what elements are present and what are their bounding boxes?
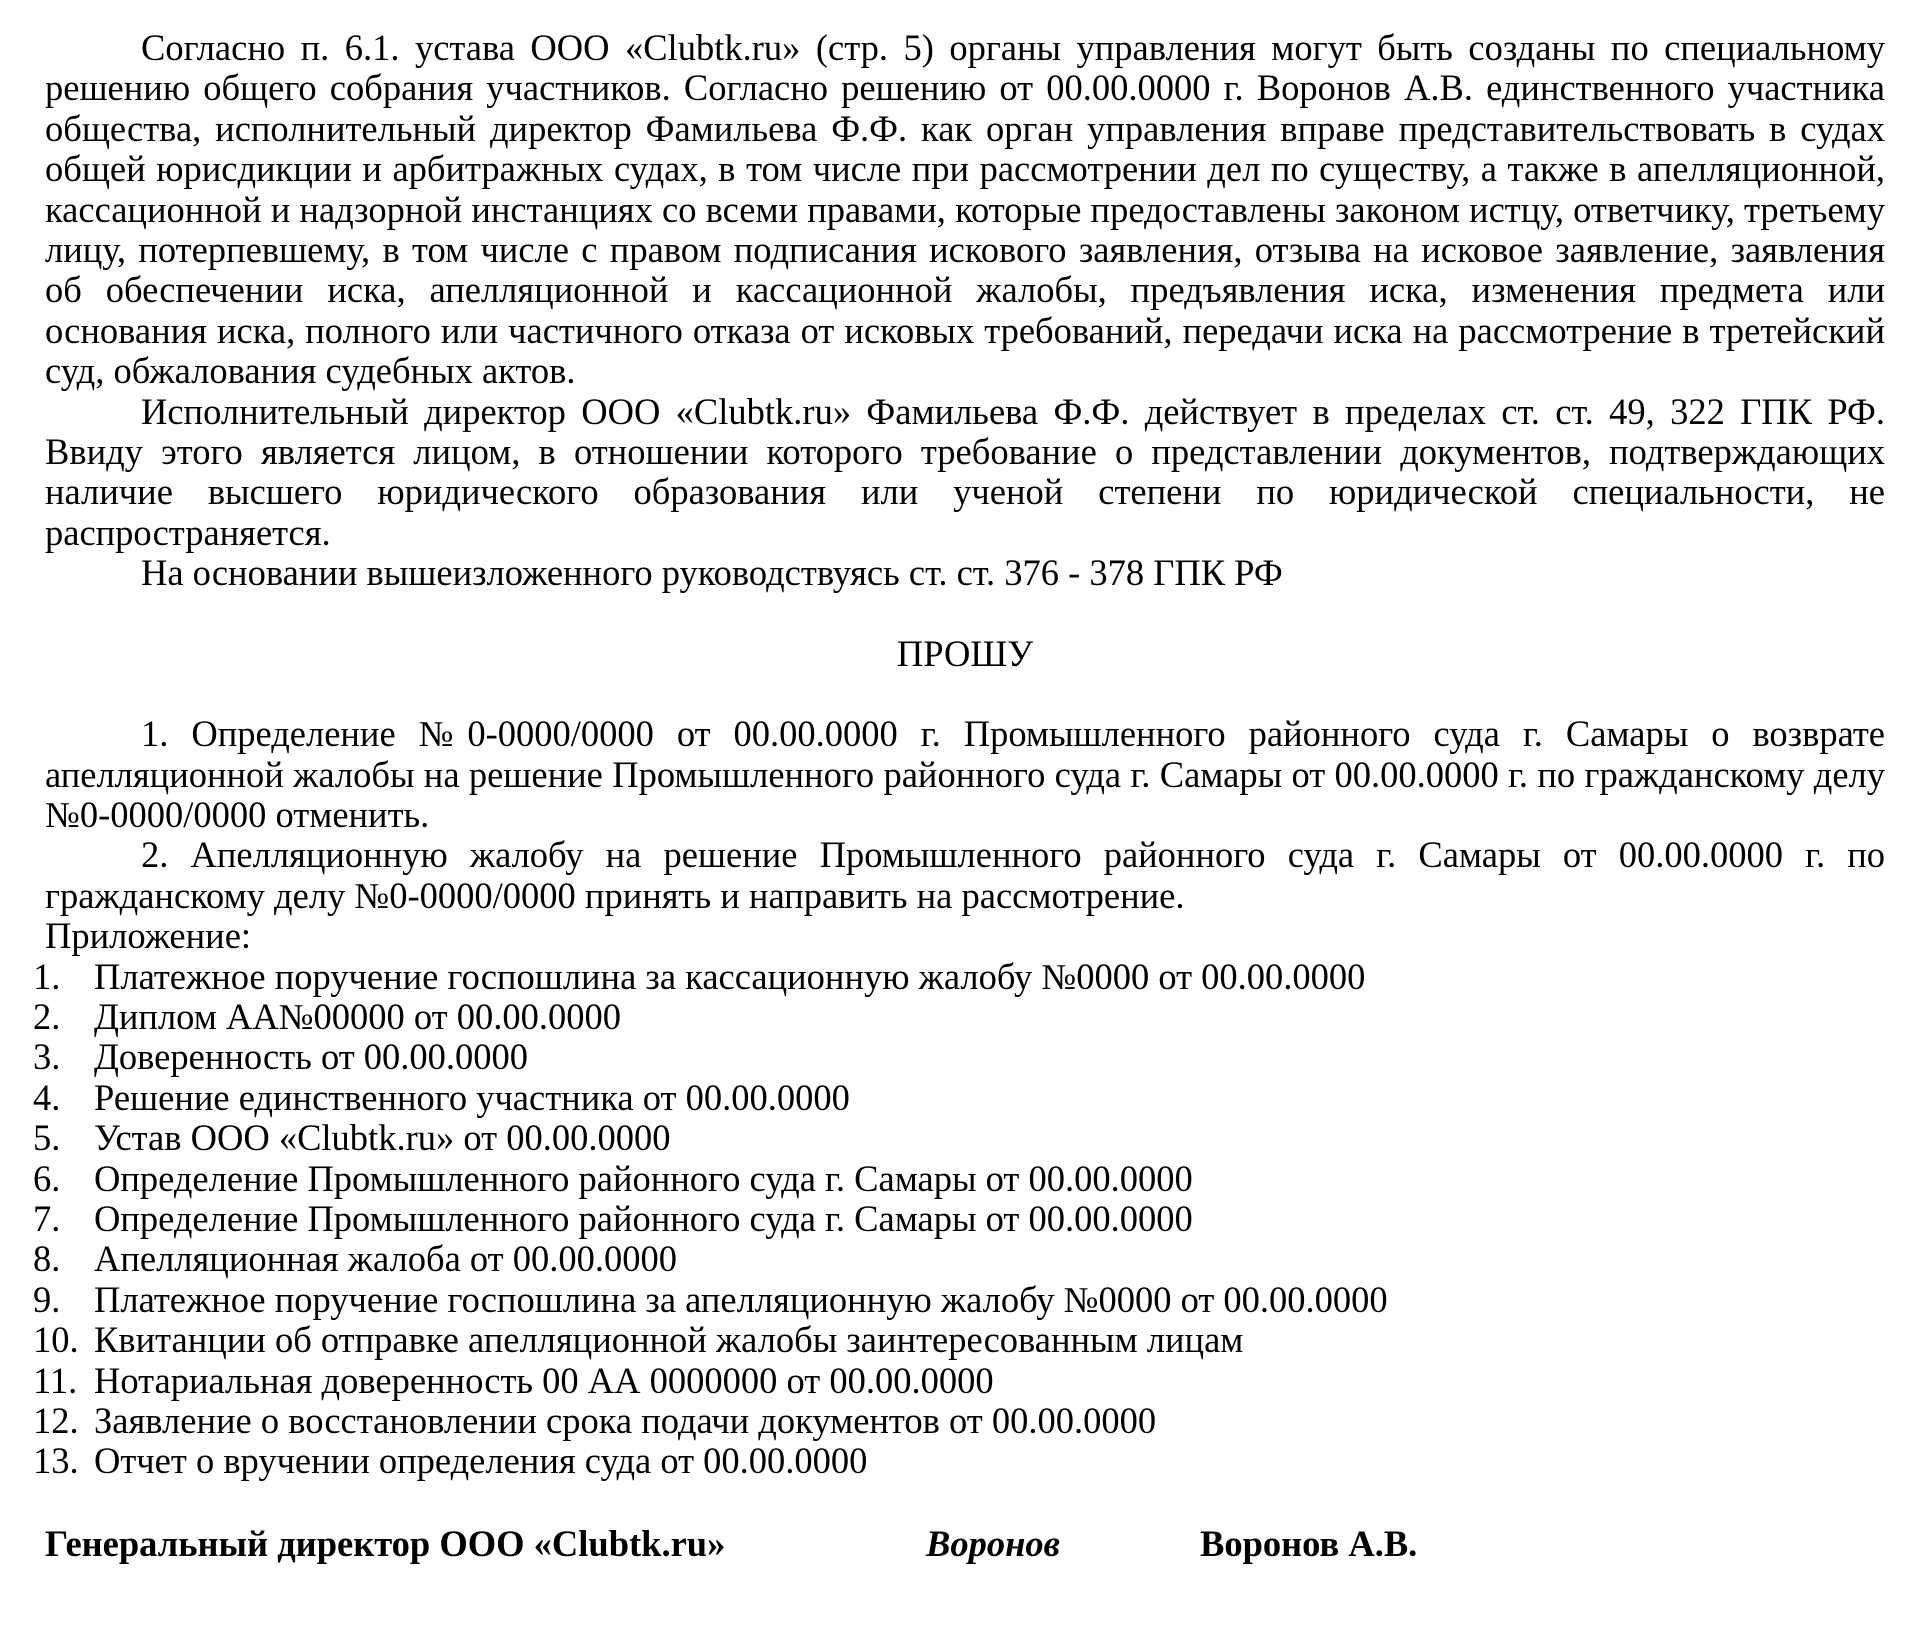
list-item-number: 13. <box>33 1440 79 1482</box>
list-item-text: Определение Промышленного районного суда г. Самары от 00.00.0000 <box>94 1157 1193 1199</box>
list-item <box>33 997 1873 1037</box>
list-item <box>33 1199 1873 1239</box>
list-item-text: Доверенность от 00.00.0000 <box>94 1036 529 1078</box>
request-item-2: 2. Апелляционную жалобу на решение Промышленного районного суда г. Самары от 00.00.0000 г. по гражданскому делу №0-0000/0000 принять и направить на рассмотрение. <box>45 834 1885 916</box>
list-item <box>33 1401 1873 1441</box>
list-item-text: Платежное поручение госпошлина за кассационную жалобу №0000 от 00.00.0000 <box>94 955 1366 997</box>
attachments-title: Приложение: <box>45 915 252 957</box>
paragraph-legal-basis: На основании вышеизложенного руководствуясь ст. ст. 376 - 378 ГПК РФ <box>141 552 1283 594</box>
list-item <box>33 1078 1873 1118</box>
list-item-number: 4. <box>33 1076 61 1118</box>
list-item-number: 5. <box>33 1117 61 1159</box>
list-item-text: Определение Промышленного районного суда г. Самары от 00.00.0000 <box>94 1197 1193 1239</box>
paragraph-director-authority: Исполнительный директор ООО «Clubtk.ru» Фамильева Ф.Ф. действует в пределах ст. ст. 49, 322 ГПК РФ. Ввиду этого является лицом, в отношении которого требование о представлении документов, подтверждающих наличие высшего юридического образования или ученой степени по юридической специальности, не распространяется. <box>45 390 1885 553</box>
list-item <box>33 1280 1873 1320</box>
list-item-number: 11. <box>33 1359 78 1401</box>
attachments-list <box>33 957 1873 1482</box>
list-item-number: 1. <box>33 955 61 997</box>
list-item-number: 2. <box>33 995 61 1037</box>
request-item-1: 1. Определение №0-0000/0000 от 00.00.0000 г. Промышленного районного суда г. Самары о возврате апелляционной жалобы на решение Промышленного районного суда г. Самары от 00.00.0000 г. по гражданскому делу №0-0000/0000 отменить. <box>45 713 1885 835</box>
list-item-text: Решение единственного участника от 00.00.0000 <box>94 1076 850 1118</box>
list-item-text: Заявление о восстановлении срока подачи документов от 00.00.0000 <box>94 1400 1157 1441</box>
list-item-number: 9. <box>33 1278 61 1320</box>
list-item-number: 3. <box>33 1036 61 1078</box>
list-item-number: 8. <box>33 1238 61 1280</box>
list-item <box>33 1159 1873 1199</box>
list-item-text: Квитанции об отправке апелляционной жалобы заинтересованным лицам <box>94 1319 1244 1361</box>
list-item <box>33 957 1873 997</box>
list-item-text: Нотариальная доверенность 00 АА 0000000 от 00.00.0000 <box>94 1359 994 1401</box>
signature: Воронов <box>926 1522 1060 1564</box>
paragraph-charter: Согласно п. 6.1. устава ООО «Clubtk.ru» (стр. 5) органы управления могут быть созданы по специальному решению общего собрания участников. Согласно решению от 00.00.0000 г. Воронов А.В. единственного участника общества, исполнительный директор Фамильева Ф.Ф. как орган управления вправе представительствовать в судах общей юрисдикции и арбитражных судах, в том числе при рассмотрении дел по существу, а также в апелляционной, кассационной и надзорной инстанциях со всеми правами, которые предоставлены законом истцу, ответчику, третьему лицу, потерпевшему, в том числе с правом подписания искового заявления, отзыва на исковое заявление, заявления об обеспечении иска, апелляционной и кассационной жалобы, предъявления иска, изменения предмета или основания иска, полного или частичного отказа от исковых требований, передачи иска на рассмотрение в третейский суд, обжалования судебных актов. <box>45 27 1885 392</box>
list-item-text: Платежное поручение госпошлина за апелляционную жалобу №0000 от 00.00.0000 <box>94 1278 1388 1320</box>
list-item-number: 7. <box>33 1197 61 1239</box>
signatory-name: Воронов А.В. <box>1200 1522 1418 1564</box>
document-page <box>33 27 1885 1566</box>
list-item-text: Отчет о вручении определения суда от 00.00.0000 <box>94 1440 868 1482</box>
list-item-text: Диплом АА№00000 от 00.00.0000 <box>94 995 621 1037</box>
list-item <box>33 1037 1873 1077</box>
list-item-number: 6. <box>33 1157 61 1199</box>
signatory-role: Генеральный директор ООО «Clubtk.ru» <box>45 1522 726 1564</box>
list-item <box>33 1239 1873 1279</box>
list-item <box>33 1118 1873 1158</box>
list-item <box>33 1361 1873 1401</box>
list-item <box>33 1441 1873 1481</box>
list-item-text: Устав ООО «Clubtk.ru» от 00.00.0000 <box>94 1117 671 1159</box>
request-heading: ПРОШУ <box>896 632 1034 674</box>
list-item-text: Апелляционная жалоба от 00.00.0000 <box>94 1238 678 1280</box>
signature-block <box>45 1524 1885 1566</box>
list-item-number: 12. <box>33 1400 79 1441</box>
list-item <box>33 1320 1873 1360</box>
list-item-number: 10. <box>33 1319 79 1361</box>
